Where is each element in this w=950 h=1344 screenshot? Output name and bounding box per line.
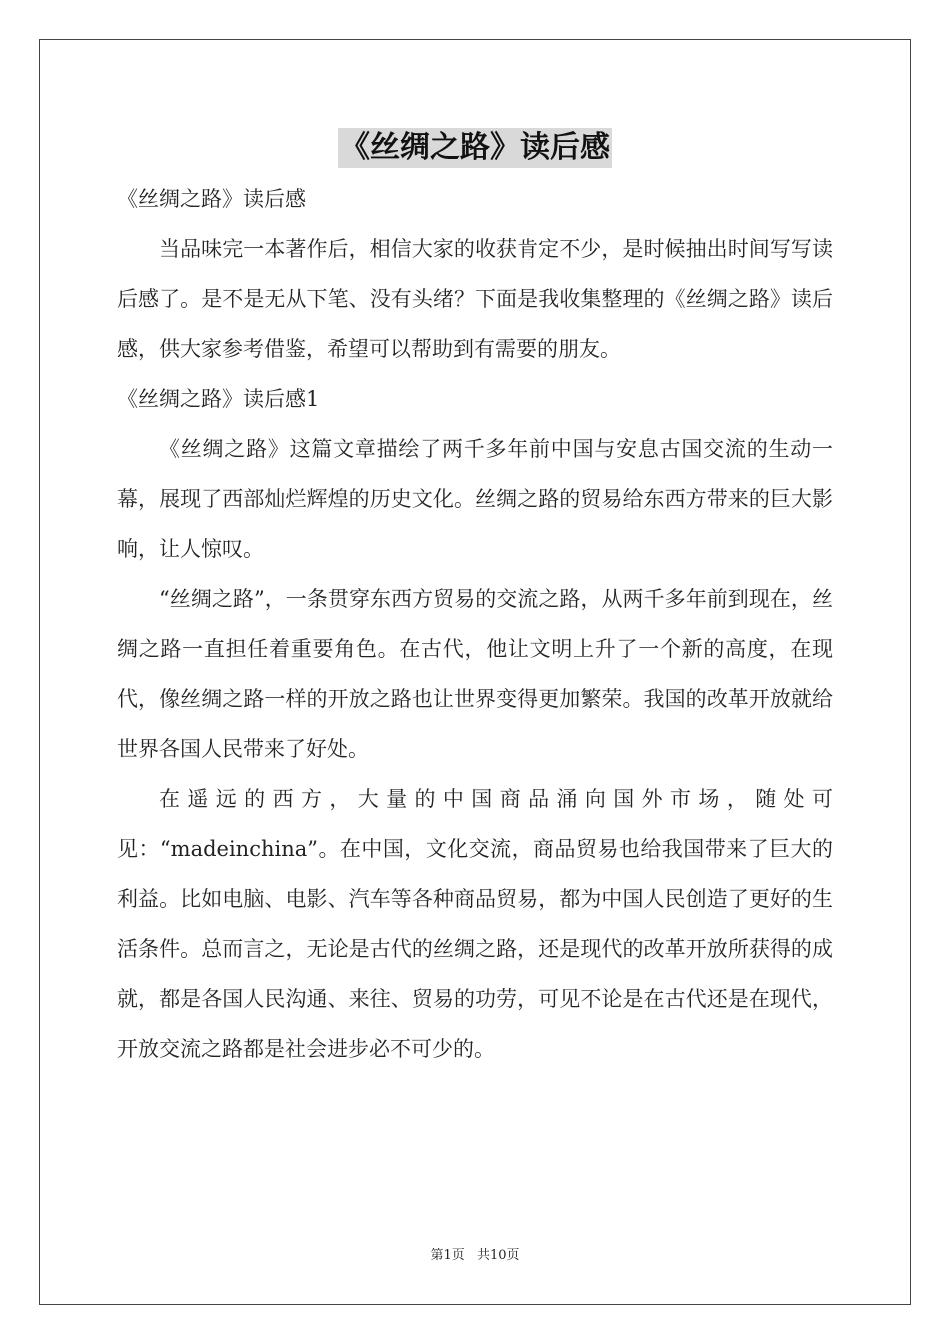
document-body: [117, 128, 833, 1074]
body-paragraph: “丝绸之路”，一条贯穿东西方贸易的交流之路，从两千多年前到现在，丝绸之路一直担任着重要角色。在古代，他让文明上升了一个新的高度，在现代，像丝绸之路一样的开放之路也让世界变得更加繁荣。我国的改革开放就给世界各国人民带来了好处。: [117, 587, 833, 761]
body-paragraph: 在遥远的西方，大量的中国商品涌向国外市场，随处可见：“madeinchina”。在中国，文化交流，商品贸易也给我国带来了巨大的利益。比如电脑、电影、汽车等各种商品贸易，都为中国人民创造了更好的生活条件。总而言之，无论是古代的丝绸之路，还是现代的改革开放所获得的成就，都是各国人民沟通、来往、贸易的功劳，可见不论是在古代还是在现代，开放交流之路都是社会进步必不可少的。: [117, 787, 833, 1061]
page-number-current: 第1页: [430, 1248, 465, 1263]
intro-paragraph: 当品味完一本著作后，相信大家的收获肯定不少，是时候抽出时间写写读后感了。是不是无从下笔、没有头绪？下面是我收集整理的《丝绸之路》读后感，供大家参考借鉴，希望可以帮助到有需要的朋友。: [117, 237, 833, 361]
page-number-total: 共10页: [476, 1248, 520, 1263]
document-title: 《丝绸之路》读后感: [338, 128, 612, 168]
section-heading: 《丝绸之路》读后感1: [117, 387, 320, 411]
page-footer: [0, 1244, 950, 1263]
document-subtitle: 《丝绸之路》读后感: [117, 187, 306, 211]
title-wrap: [117, 128, 833, 168]
body-paragraph: 《丝绸之路》这篇文章描绘了两千多年前中国与安息古国交流的生动一幕，展现了西部灿烂辉煌的历史文化。丝绸之路的贸易给东西方带来的巨大影响，让人惊叹。: [117, 437, 833, 561]
